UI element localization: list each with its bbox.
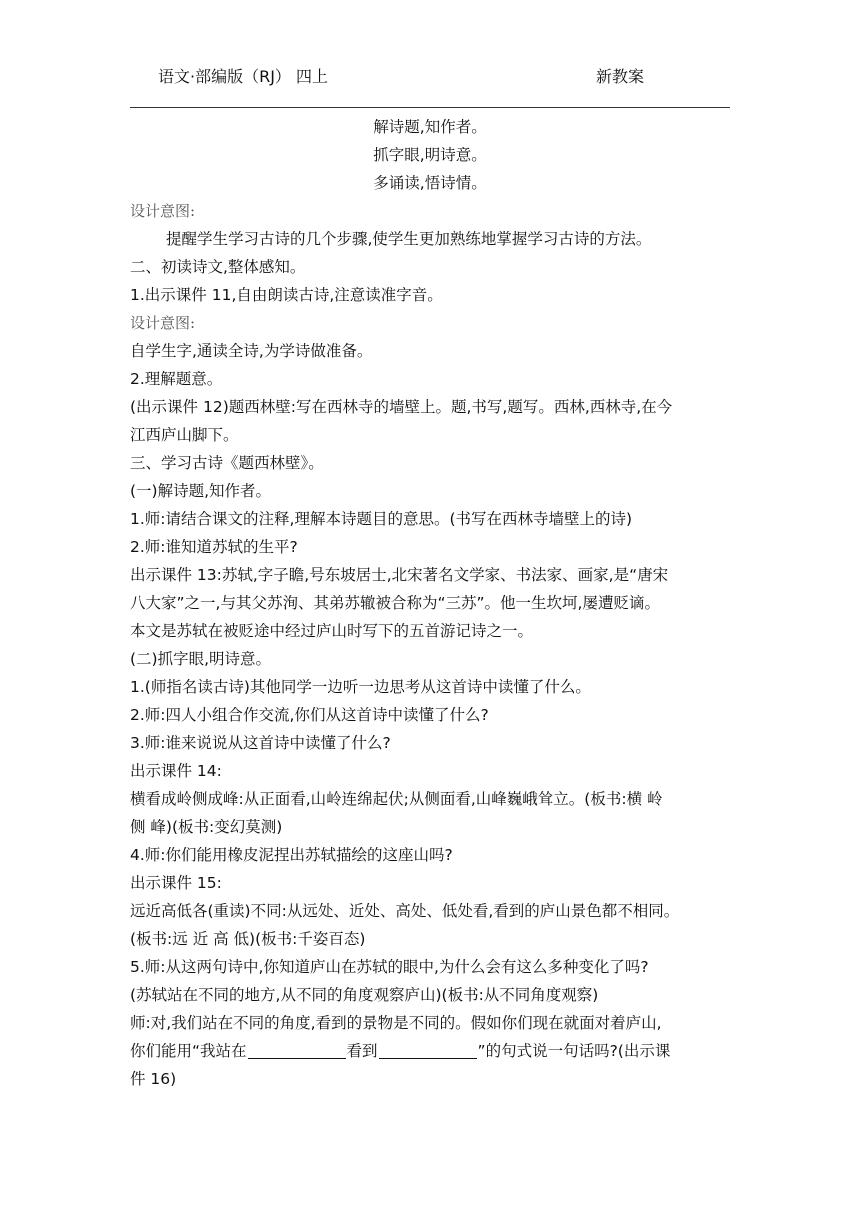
fill-in-blank: [248, 1042, 346, 1059]
sentence-part: 看到: [346, 1042, 378, 1060]
paragraph-line-with-blanks: [130, 1040, 730, 1062]
paragraph-line: 侧 峰)(板书:变幻莫测): [130, 818, 283, 836]
blackboard-line-2: 抓字眼,明诗意。: [373, 146, 487, 164]
subsection-heading: (二)抓字眼,明诗意。: [130, 650, 272, 668]
paragraph-line: 1.师:请结合课文的注释,理解本诗题目的意思。(书写在西林寺墙壁上的诗): [130, 510, 633, 528]
paragraph-line: 2.理解题意。: [130, 370, 223, 388]
paragraph-line: 师:对,我们站在不同的角度,看到的景物是不同的。假如你们现在就面对着庐山,: [130, 1014, 662, 1032]
paragraph-line: (苏轼站在不同的地方,从不同的角度观察庐山)(板书:从不同角度观察): [130, 986, 599, 1004]
paragraph-line: 江西庐山脚下。: [130, 426, 239, 444]
paragraph-line: (板书:远 近 高 低)(板书:千姿百态): [130, 930, 366, 948]
paragraph-line: 八大家”之一,与其父苏洵、其弟苏辙被合称为“三苏”。他一生坎坷,屡遭贬谪。: [130, 594, 660, 612]
paragraph-line: 出示课件 14:: [130, 762, 222, 780]
paragraph-line: 5.师:从这两句诗中,你知道庐山在苏轼的眼中,为什么会有这么多种变化了吗?: [130, 958, 649, 976]
paragraph-line: 远近高低各(重读)不同:从远处、近处、高处、低处看,看到的庐山景色都不相同。: [130, 902, 680, 920]
paragraph-line: 本文是苏轼在被贬途中经过庐山时写下的五首游记诗之一。: [130, 622, 534, 640]
design-intent-label: 设计意图:: [130, 202, 196, 220]
paragraph-line: 1.出示课件 11,自由朗读古诗,注意读准字音。: [130, 286, 443, 304]
header-divider: [130, 107, 730, 108]
section-heading: 二、初读诗文,整体感知。: [130, 258, 306, 276]
sentence-part: 你们能用“我站在: [130, 1042, 247, 1060]
paragraph-line: 件 16): [130, 1070, 177, 1088]
paragraph-line: 3.师:谁来说说从这首诗中读懂了什么?: [130, 734, 391, 752]
header-subject: 语文·部编版（RJ） 四上: [158, 67, 329, 86]
blackboard-line-3: 多诵读,悟诗情。: [373, 174, 487, 192]
paragraph-line: 出示课件 13:苏轼,字子瞻,号东坡居士,北宋著名文学家、书法家、画家,是“唐宋: [130, 566, 669, 584]
design-intent-label: 设计意图:: [130, 314, 196, 332]
section-heading: 三、学习古诗《题西林壁》。: [130, 454, 324, 472]
paragraph-line: 出示课件 15:: [130, 874, 222, 892]
paragraph-line: 横看成岭侧成峰:从正面看,山岭连绵起伏;从侧面看,山峰巍峨耸立。(板书:横 岭: [130, 790, 663, 808]
fill-in-blank: [379, 1042, 477, 1059]
paragraph-line: 1.(师指名读古诗)其他同学一边听一边思考从这首诗中读懂了什么。: [130, 678, 591, 696]
blackboard-line-1: 解诗题,知作者。: [373, 118, 487, 136]
design-intent-text: 提醒学生学习古诗的几个步骤,使学生更加熟练地掌握学习古诗的方法。: [166, 230, 652, 248]
paragraph-line: 2.师:谁知道苏轼的生平?: [130, 538, 298, 556]
paragraph-line: (出示课件 12)题西林壁:写在西林寺的墙壁上。题,书写,题写。西林,西林寺,在今: [130, 398, 673, 416]
paragraph-line: 自学生字,通读全诗,为学诗做准备。: [130, 342, 373, 360]
paragraph-line: 2.师:四人小组合作交流,你们从这首诗中读懂了什么?: [130, 706, 489, 724]
subsection-heading: (一)解诗题,知作者。: [130, 482, 272, 500]
header-doc-type: 新教案: [596, 67, 645, 86]
paragraph-line: 4.师:你们能用橡皮泥捏出苏轼描绘的这座山吗?: [130, 846, 453, 864]
sentence-part: ”的句式说一句话吗?(出示课: [477, 1042, 671, 1060]
